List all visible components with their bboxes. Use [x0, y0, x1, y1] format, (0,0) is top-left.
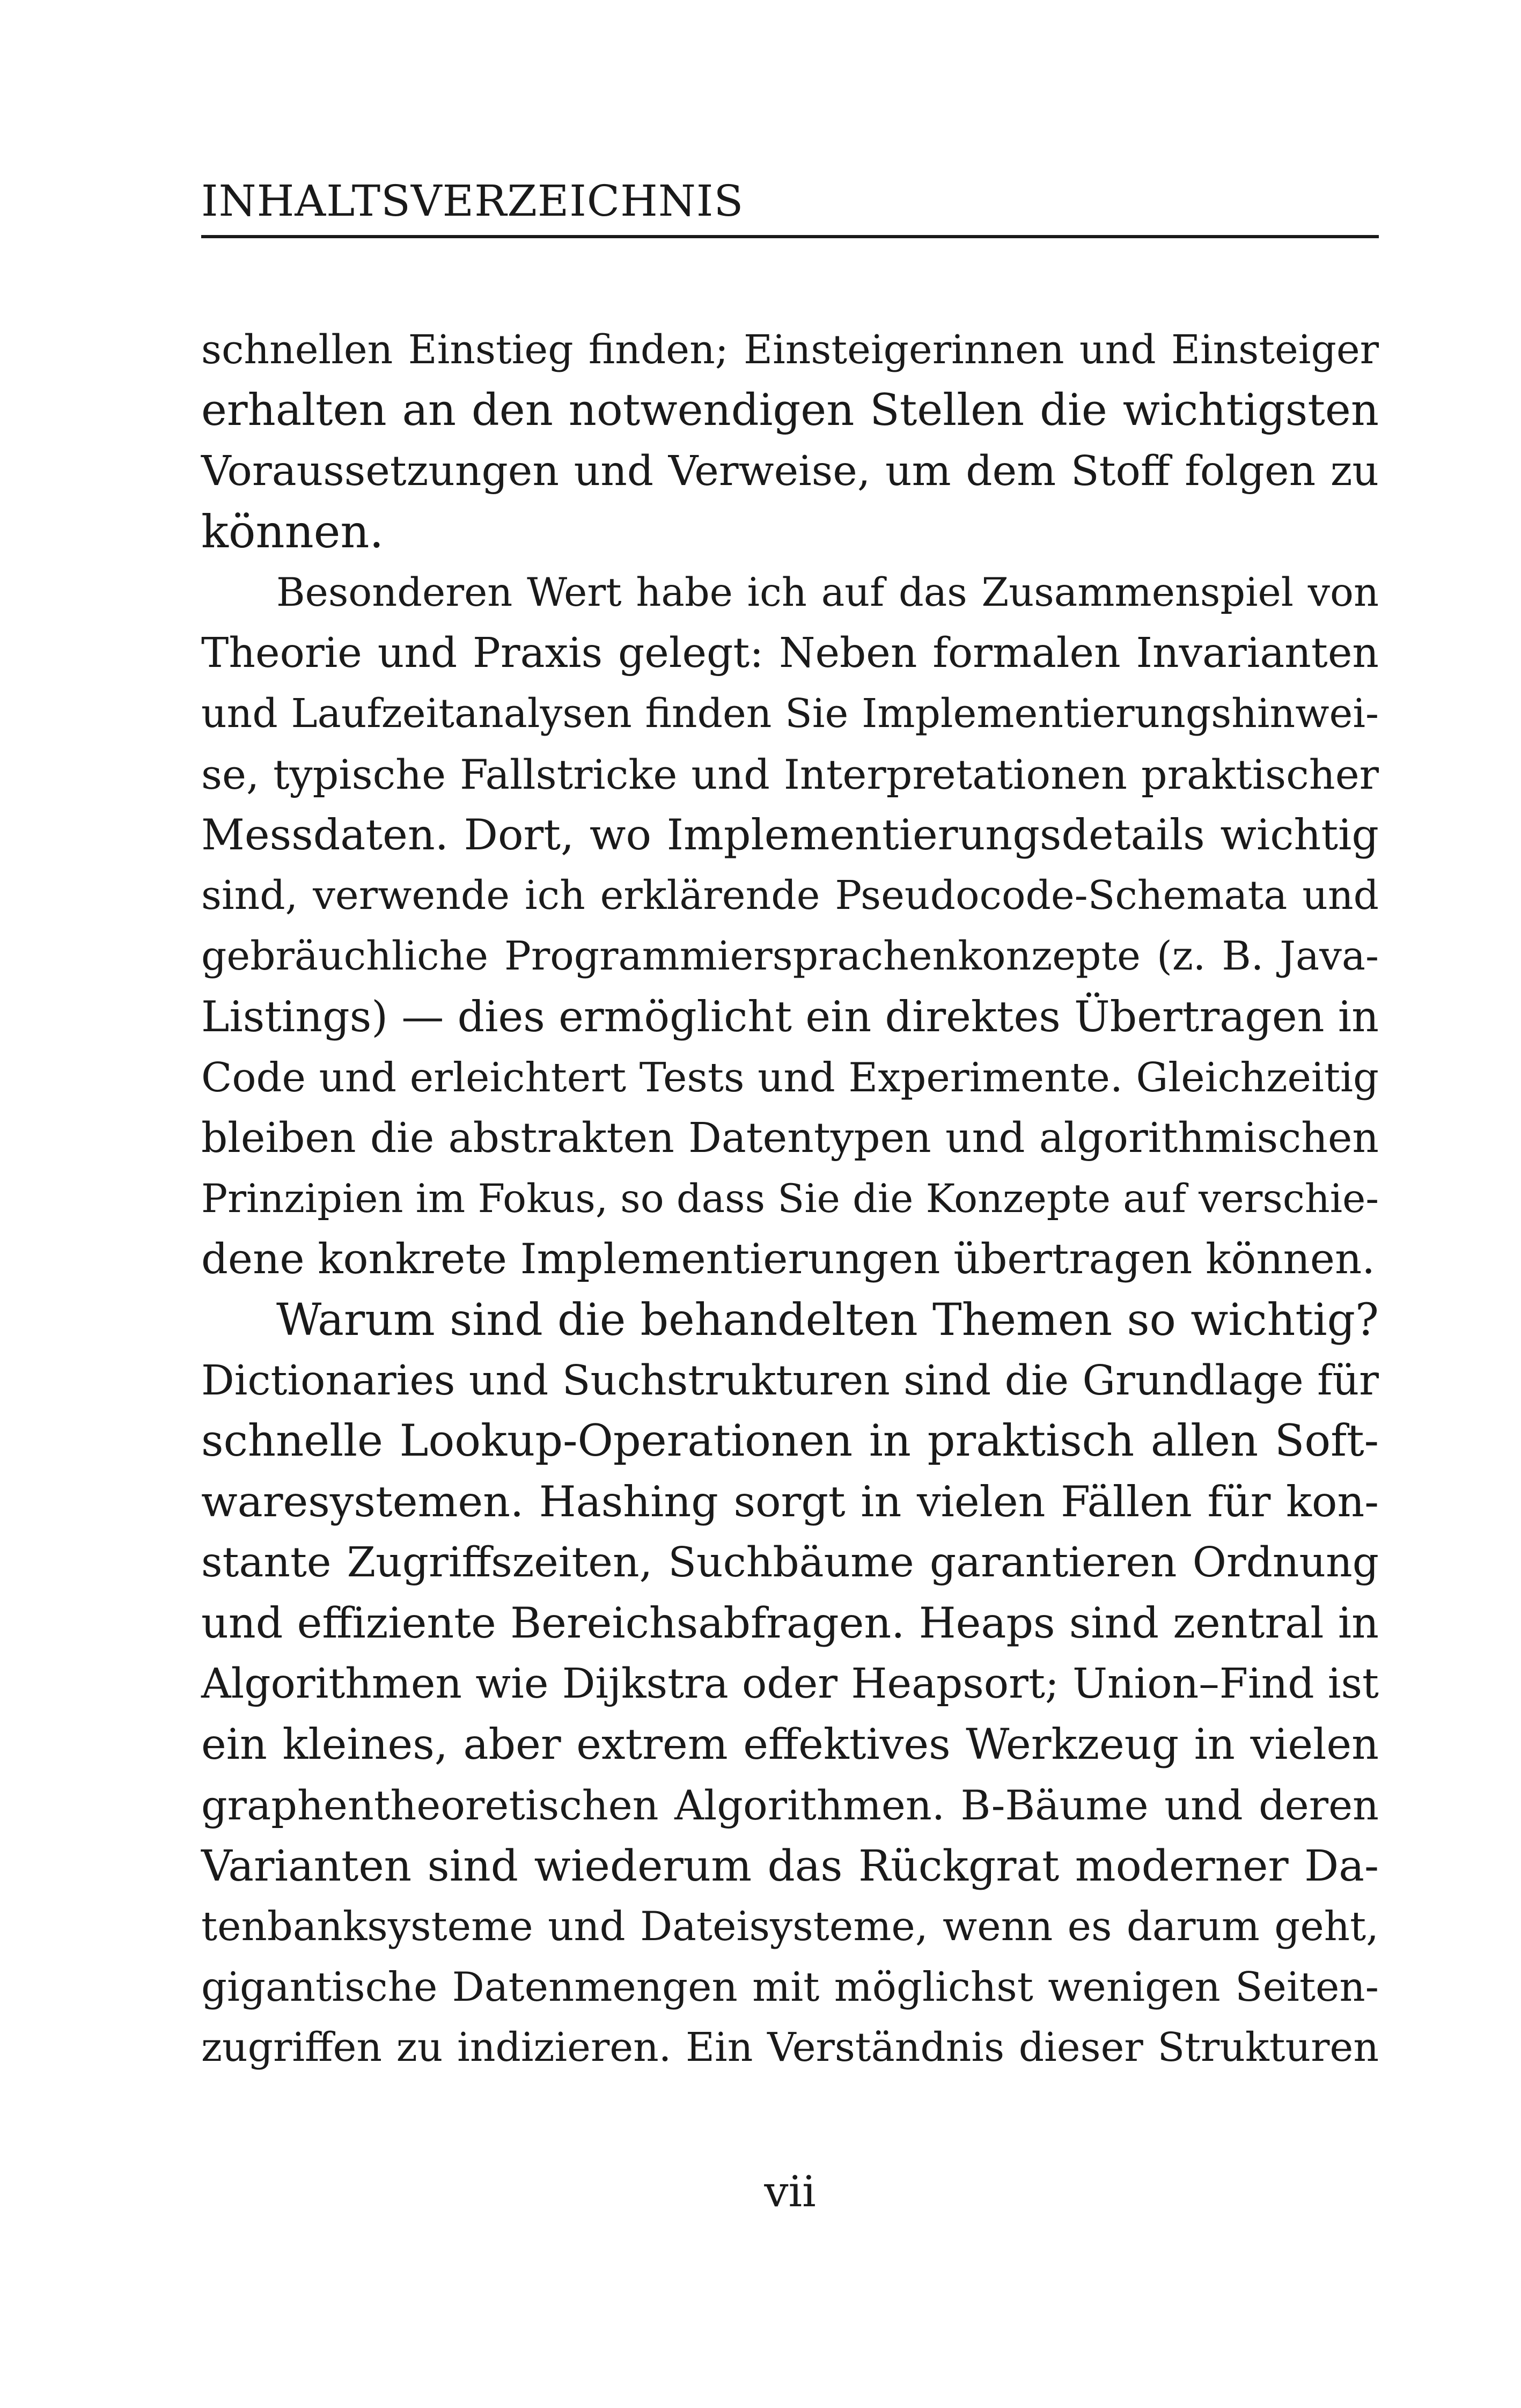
text-line: Prinzipien im Fokus, so dass Sie die Konzepte auf verschie-	[201, 1176, 1379, 1222]
text-line: und effiziente Bereichsabfragen. Heaps sind zentral in	[201, 1598, 1379, 1648]
text-line: Algorithmen wie Dijkstra oder Heapsort; Union–Find ist	[201, 1660, 1379, 1708]
text-line: Messdaten. Dort, wo Implementierungsdetails wichtig	[201, 810, 1379, 860]
text-line: tenbanksysteme und Dateisysteme, wenn es darum geht,	[201, 1903, 1379, 1950]
text-line: gigantische Datenmengen mit möglichst wenigen Seiten-	[201, 1963, 1379, 2010]
text-line: zugriffen zu indizieren. Ein Verständnis dieser Strukturen	[201, 2024, 1379, 2071]
text-line: Varianten sind wiederum das Rückgrat moderner Da-	[201, 1841, 1379, 1891]
text-line: Code und erleichtert Tests und Experimente. Gleichzeitig	[201, 1054, 1379, 1101]
page-number: vii	[764, 2167, 816, 2216]
text-line: und Laufzeitanalysen finden Sie Implementierungshinwei-	[201, 691, 1379, 737]
running-head: INHALTSVERZEICHNIS	[201, 176, 744, 226]
text-line: waresystemen. Hashing sorgt in vielen Fällen für kon-	[201, 1477, 1379, 1526]
text-line: schnelle Lookup-Operationen in praktisch allen Soft-	[201, 1416, 1379, 1466]
text-line: bleiben die abstrakten Datentypen und algorithmischen	[201, 1114, 1379, 1162]
text-line: Warum sind die behandelten Themen so wichtig?	[276, 1295, 1379, 1346]
text-line: Dictionaries und Suchstrukturen sind die Grundlage für	[201, 1357, 1379, 1405]
text-line: stante Zugriffszeiten, Suchbäume garantieren Ordnung	[201, 1539, 1379, 1587]
text-line: Voraussetzungen und Verweise, um dem Stoff folgen zu	[201, 447, 1379, 495]
text-line: se, typische Fallstricke und Interpretationen praktischer	[201, 751, 1379, 798]
text-line: gebräuchliche Programmiersprachenkonzepte (z. B. Java-	[201, 933, 1379, 979]
text-line: ein kleines, aber extrem effektives Werkzeug in vielen	[201, 1720, 1379, 1769]
text-line: Listings) — dies ermöglicht ein direktes Übertragen in	[201, 992, 1379, 1041]
text-line: graphentheoretischen Algorithmen. B-Bäume und deren	[201, 1781, 1379, 1829]
body-text	[201, 320, 1379, 2078]
text-line: schnellen Einstieg finden; Einsteigerinnen und Einsteiger	[201, 327, 1379, 373]
text-line: erhalten an den notwendigen Stellen die wichtigsten	[201, 385, 1379, 436]
book-page	[201, 0, 1379, 2408]
text-line: sind, verwende ich erklärende Pseudocode-Schemata und	[201, 872, 1379, 919]
text-line: können.	[201, 505, 384, 558]
text-line: Besonderen Wert habe ich auf das Zusammenspiel von	[276, 570, 1379, 615]
header-rule	[201, 235, 1379, 238]
text-line: dene konkrete Implementierungen übertragen können.	[201, 1235, 1375, 1283]
text-line: Theorie und Praxis gelegt: Neben formalen Invarianten	[201, 629, 1379, 677]
